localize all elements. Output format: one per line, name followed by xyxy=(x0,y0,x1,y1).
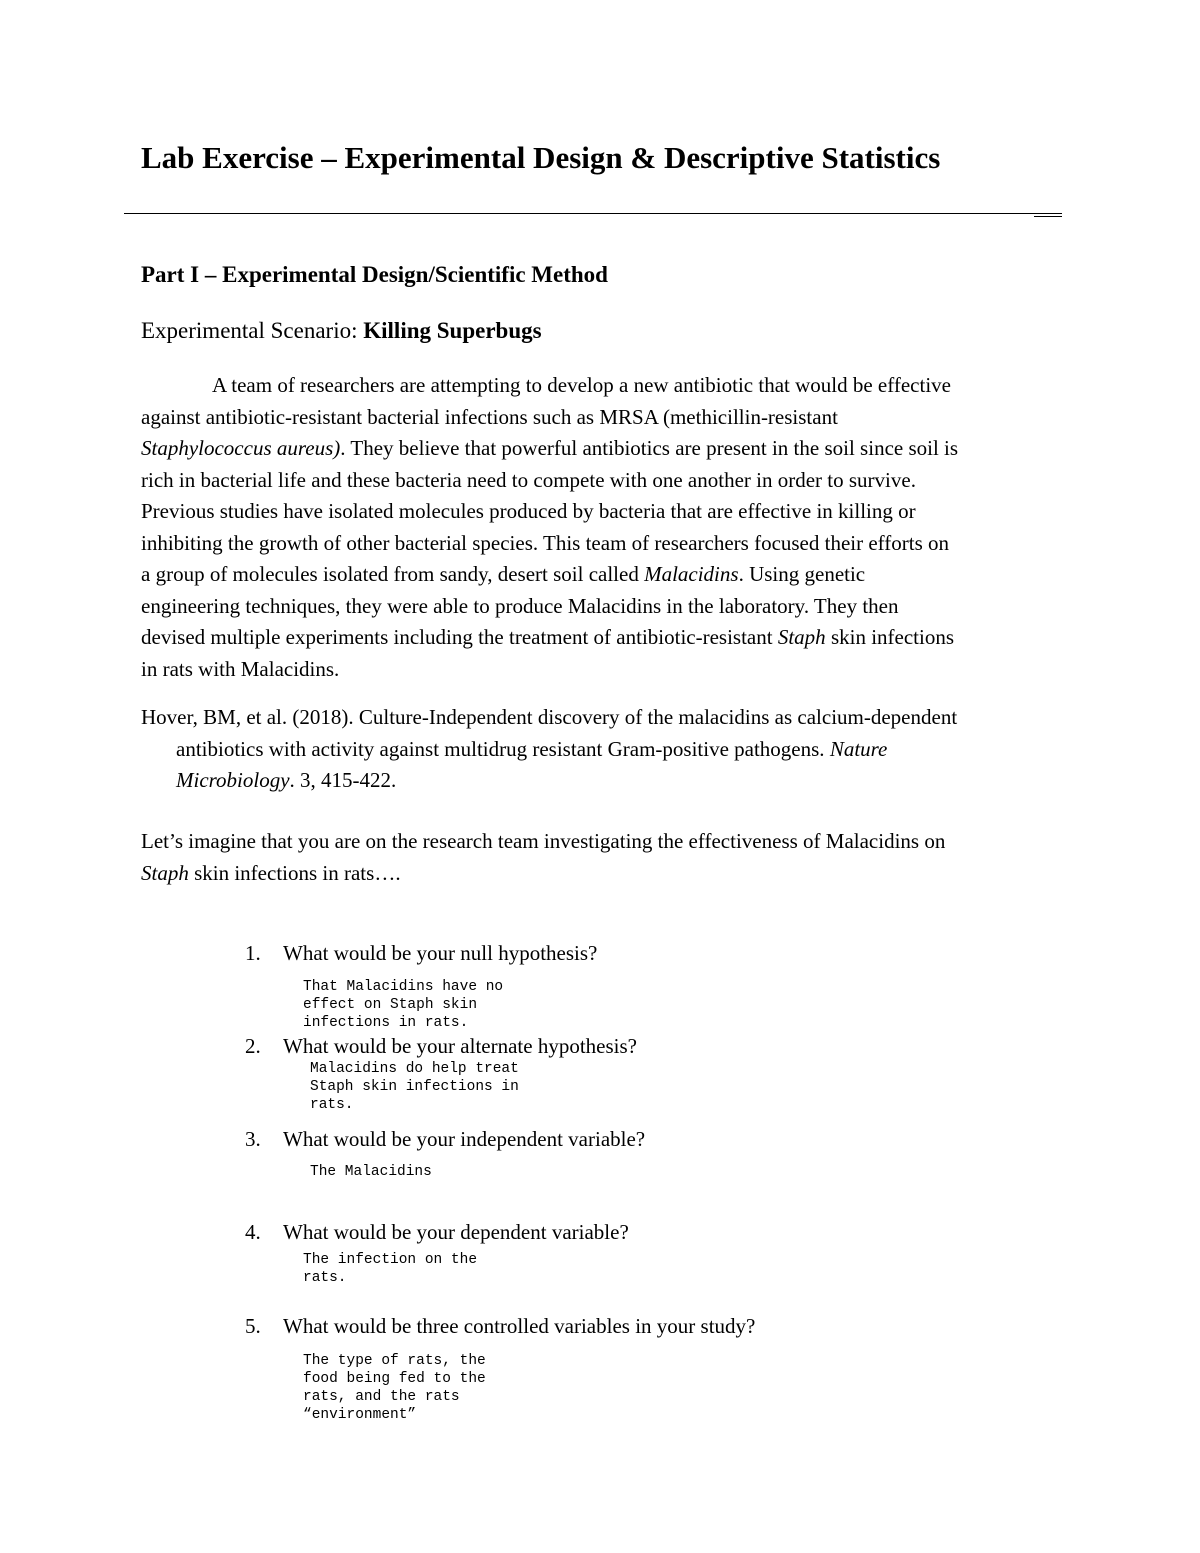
paragraph-line xyxy=(141,654,1071,686)
question-5 xyxy=(0,1314,1200,1344)
title-divider-tail xyxy=(1034,216,1062,217)
citation xyxy=(141,702,957,797)
journal-name: Microbiology xyxy=(176,768,290,792)
paragraph-text: . Using genetic xyxy=(738,562,866,586)
imagine-line xyxy=(141,858,945,890)
question-number: 1. xyxy=(245,941,261,965)
paragraph-line xyxy=(141,559,1071,591)
question-4 xyxy=(0,1220,1200,1250)
genus-name: Staph xyxy=(141,860,189,885)
question-text: What would be your null hypothesis? xyxy=(283,941,598,965)
answer-line: The Malacidins xyxy=(310,1164,432,1180)
question-2 xyxy=(0,1034,1200,1064)
genus-name: Staph xyxy=(777,625,826,649)
paragraph-text: engineering techniques, they were able to produce Malacidins in the laboratory. They then xyxy=(141,593,899,618)
question-number: 4. xyxy=(245,1220,261,1244)
answer-line: Malacidins do help treat xyxy=(310,1061,519,1077)
answer-line: The infection on the xyxy=(303,1252,478,1268)
scenario-heading xyxy=(141,318,542,344)
question-number: 5. xyxy=(245,1314,261,1338)
citation-line xyxy=(141,734,957,766)
paragraph-line xyxy=(141,528,1071,560)
paragraph-text: Previous studies have isolated molecules produced by bacteria that are effective in killing or xyxy=(141,499,916,523)
scenario-label: Experimental Scenario: xyxy=(141,318,364,343)
imagine-text: skin infections in rats…. xyxy=(188,860,401,885)
paragraph-line xyxy=(141,591,1071,623)
question-text: What would be your independent variable? xyxy=(283,1127,646,1151)
citation-text: antibiotics with activity against multidrug resistant Gram-positive pathogens. xyxy=(176,736,830,761)
scenario-paragraph xyxy=(141,370,1071,685)
answer-4 xyxy=(303,1251,477,1287)
paragraph-text: . They believe that powerful antibiotics are present in the soil since soil is xyxy=(340,436,959,460)
paragraph-line xyxy=(141,433,1071,465)
paragraph-line xyxy=(141,402,1071,434)
paragraph-text: skin infections xyxy=(825,625,955,649)
molecule-name: Malacidins xyxy=(644,562,739,586)
paragraph-line xyxy=(141,622,1071,654)
part-heading: Part I – Experimental Design/Scientific Method xyxy=(141,262,608,287)
paragraph-line xyxy=(141,370,1071,402)
answer-line: rats. xyxy=(303,1270,347,1286)
answer-2 xyxy=(310,1060,519,1114)
title-divider xyxy=(124,213,1062,214)
scenario-title: Killing Superbugs xyxy=(363,318,542,343)
species-name: Staphylococcus aureus) xyxy=(141,436,341,460)
paragraph-text: against antibiotic-resistant bacterial infections such as MRSA (methicillin-resistant xyxy=(141,404,838,429)
imagine-line: Let’s imagine that you are on the research team investigating the effectiveness of Malacidins on xyxy=(141,829,946,853)
paragraph-text: in rats with Malacidins. xyxy=(141,656,340,681)
journal-name: Nature xyxy=(829,736,888,761)
question-text: What would be your dependent variable? xyxy=(283,1220,629,1244)
answer-line: rats. xyxy=(310,1097,354,1113)
answer-5 xyxy=(303,1352,486,1424)
answer-line: Staph skin infections in xyxy=(310,1079,519,1095)
citation-line: Hover, BM, et al. (2018). Culture-Independent discovery of the malacidins as calcium-dependent xyxy=(141,705,958,729)
answer-3 xyxy=(310,1163,432,1181)
citation-text: . 3, 415-422. xyxy=(289,768,397,792)
answer-line: “environment” xyxy=(303,1407,417,1423)
citation-line xyxy=(141,765,957,797)
question-number: 3. xyxy=(245,1127,261,1151)
paragraph-text: devised multiple experiments including the treatment of antibiotic-resistant xyxy=(141,625,778,649)
answer-line: food being fed to the xyxy=(303,1371,486,1387)
paragraph-text: A team of researchers are attempting to develop a new antibiotic that would be effective xyxy=(212,373,951,397)
paragraph-text: inhibiting the growth of other bacterial species. This team of researchers focused their efforts on xyxy=(141,530,950,555)
paragraph-line xyxy=(141,465,1071,497)
imagine-paragraph xyxy=(141,826,945,889)
paragraph-text: a group of molecules isolated from sandy, desert soil called xyxy=(141,562,645,586)
answer-line: The type of rats, the xyxy=(303,1353,486,1369)
answer-line: effect on Staph skin xyxy=(303,997,478,1013)
document-title: Lab Exercise – Experimental Design & Descriptive Statistics xyxy=(141,140,941,175)
paragraph-text: rich in bacterial life and these bacteria need to compete with one another in order to survive. xyxy=(141,467,916,492)
question-1 xyxy=(0,941,1200,971)
answer-line: That Malacidins have no xyxy=(303,979,504,995)
paragraph-line xyxy=(141,496,1071,528)
answer-line: infections in rats. xyxy=(303,1015,469,1031)
question-3 xyxy=(0,1127,1200,1157)
answer-1 xyxy=(303,978,503,1032)
question-text: What would be three controlled variables in your study? xyxy=(283,1314,756,1338)
answer-line: rats, and the rats xyxy=(303,1389,460,1405)
question-number: 2. xyxy=(245,1034,261,1058)
question-text: What would be your alternate hypothesis? xyxy=(283,1034,637,1058)
